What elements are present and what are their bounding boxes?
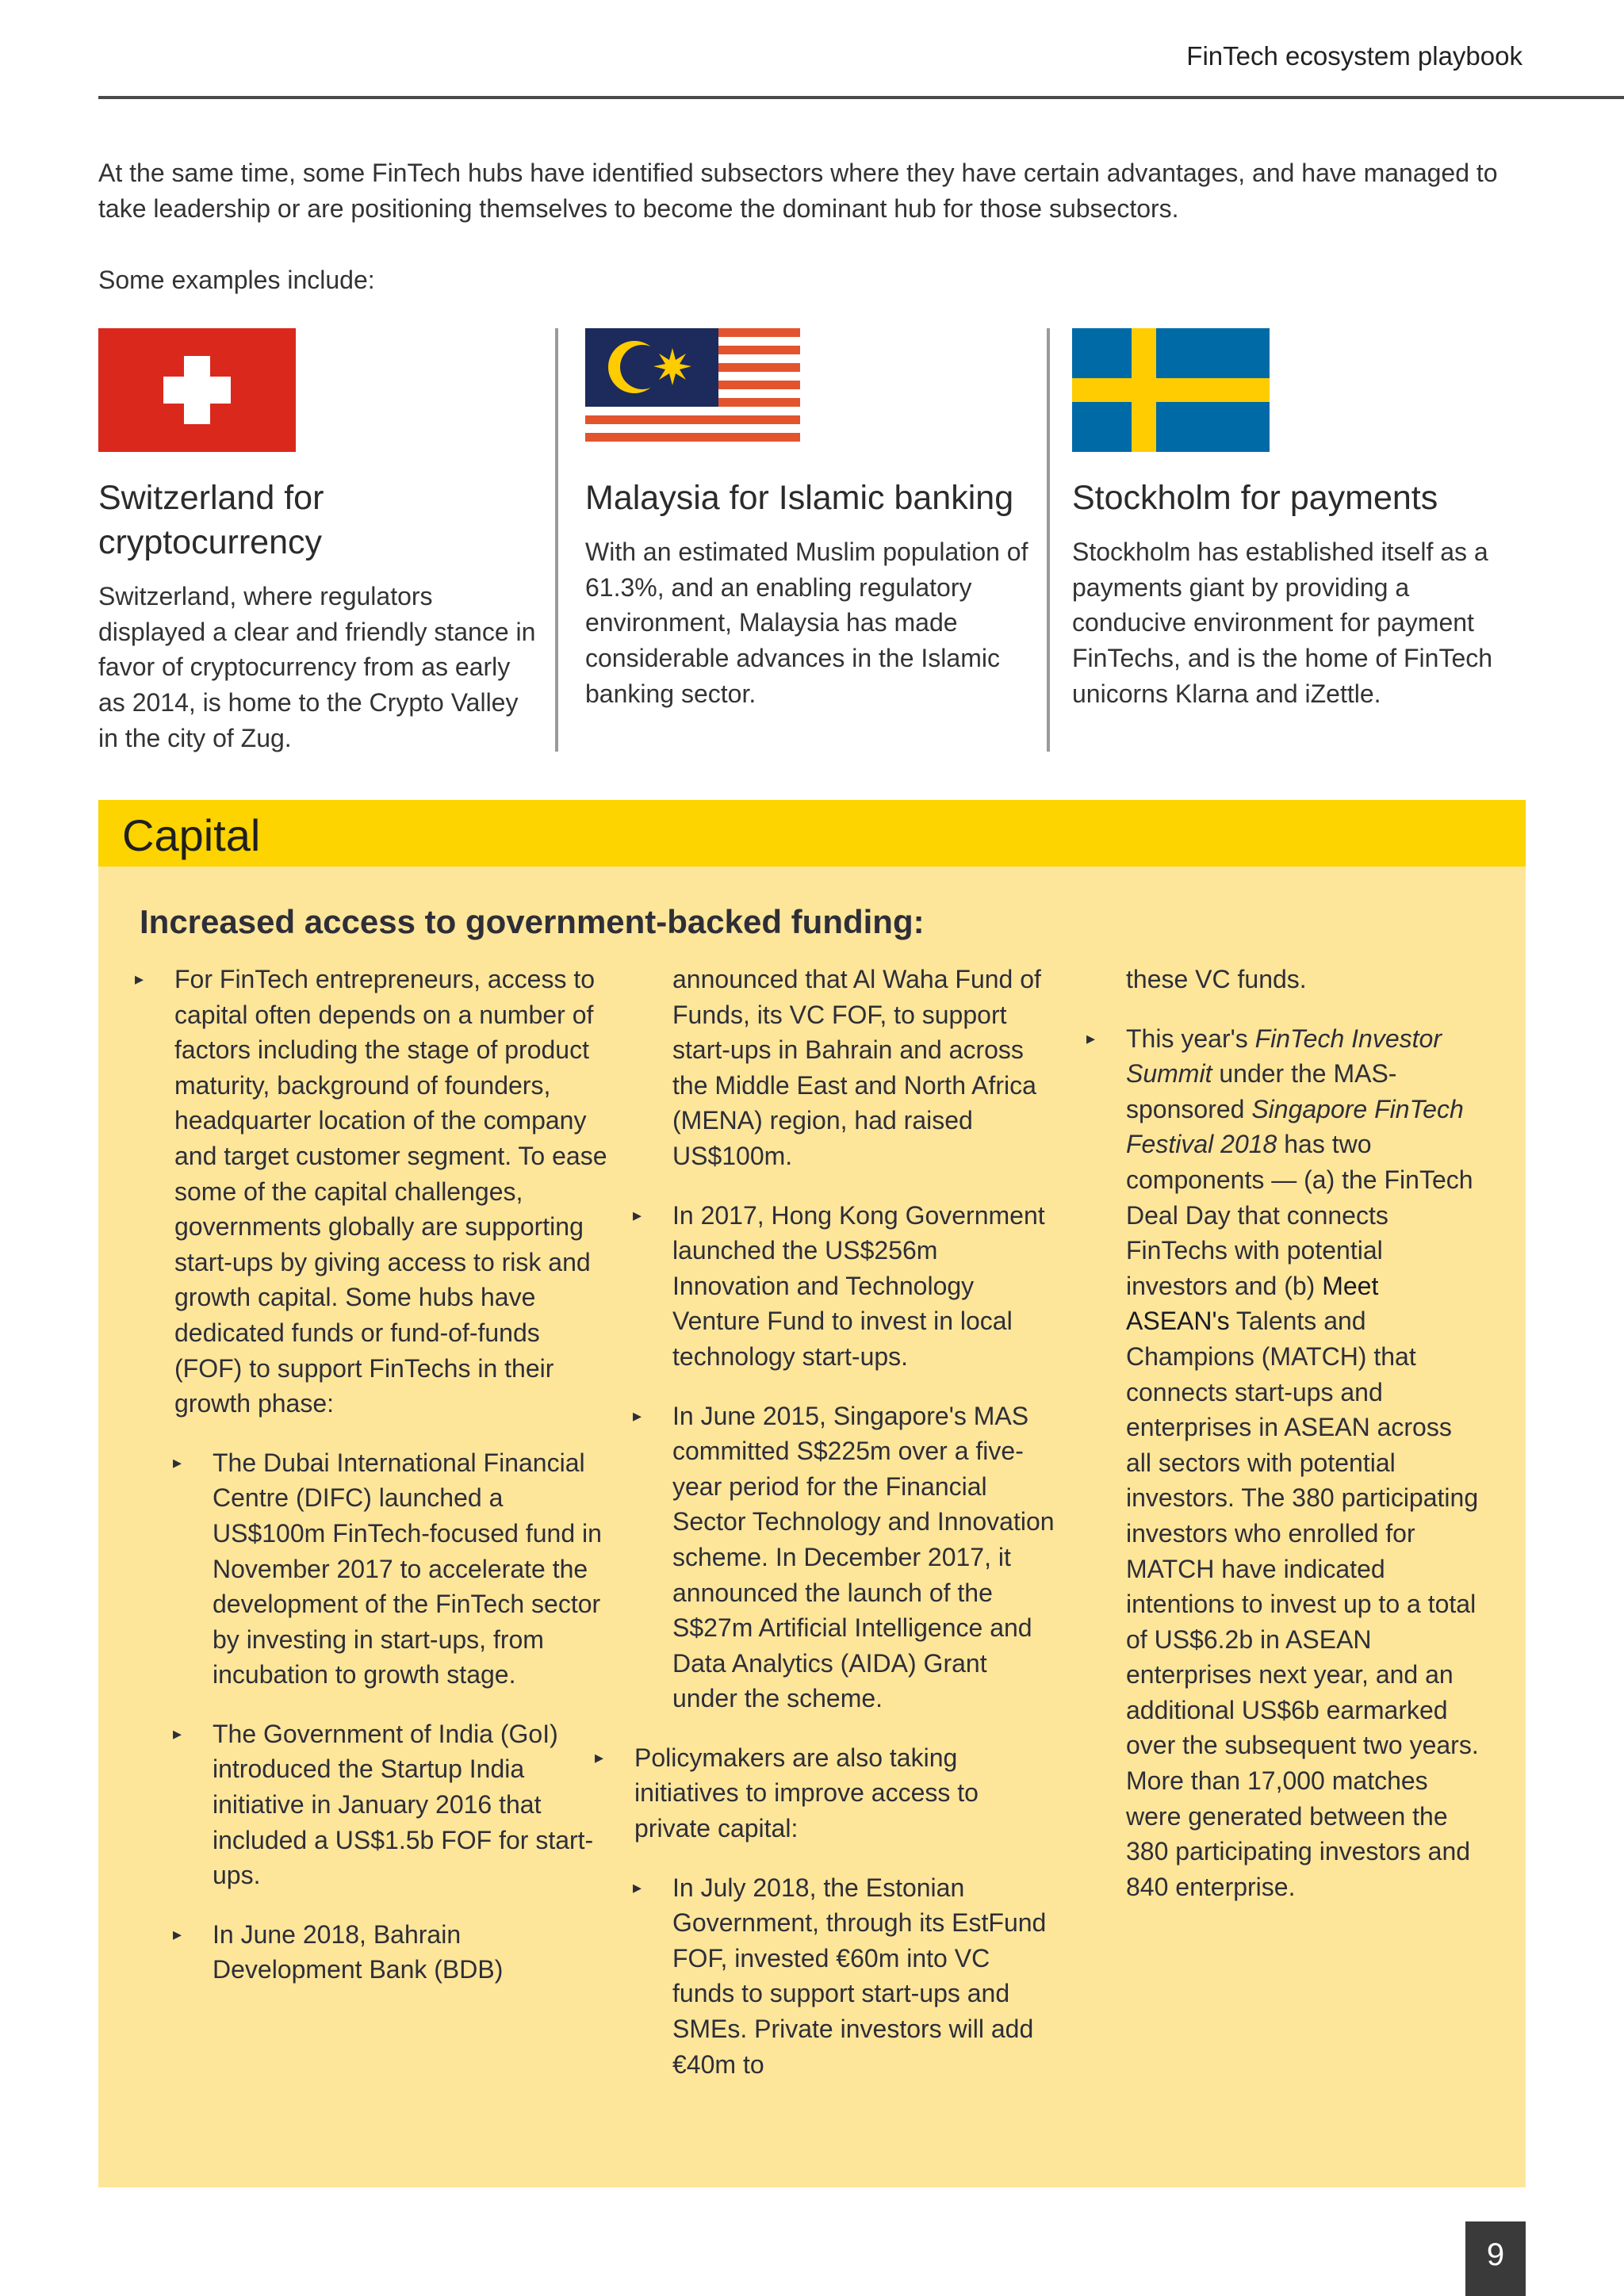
intro-section xyxy=(98,155,1526,298)
capital-heading-bar xyxy=(98,800,1526,867)
capital-column-1 xyxy=(135,962,611,1988)
capital-subheading: Increased access to government-backed funding: xyxy=(140,903,925,940)
sweden-flag-icon xyxy=(1072,328,1270,452)
switzerland-flag-icon xyxy=(98,328,296,452)
page-number: 9 xyxy=(1465,2221,1526,2296)
list-item-text: The Government of India (GoI) introduced the Startup India initiative in January 2016 that included a US$1.5b FOF for start-ups. xyxy=(213,1719,594,1890)
list-item xyxy=(135,962,611,1422)
list-item-continued xyxy=(1086,962,1483,997)
list-item-text: In June 2015, Singapore's MAS committed S$225m over a five-year period for the Financial Sector Technology and Innovation scheme. In December 2017, it announced the launch of the S$27m Artificial Intelligence and Data Analytics (AIDA) Grant under the scheme. xyxy=(672,1401,1055,1713)
example-stockholm xyxy=(1072,328,1516,712)
malaysia-flag-icon xyxy=(585,328,800,452)
example-text: With an estimated Muslim population of 61.3%, and an enabling regulatory environment, Malaysia has made considerable advances in the Islamic banking sector. xyxy=(585,538,1028,708)
bullet-icon: ▸ xyxy=(173,1452,182,1472)
bullet-icon: ▸ xyxy=(595,1747,604,1767)
capital-section xyxy=(98,800,1526,2187)
festival-name: Singapore FinTech Festival 2018 xyxy=(1126,1094,1464,1159)
example-switzerland xyxy=(98,328,542,756)
example-text: Switzerland, where regulators displayed a clear and friendly stance in favor of cryptocurrency from as early as 2014, is home to the Crypto Valley in the city of Zug. xyxy=(98,582,536,752)
summit-text-a: This year's xyxy=(1126,1024,1248,1053)
header-divider xyxy=(98,96,1624,99)
running-header: FinTech ecosystem playbook xyxy=(1186,41,1522,71)
summit-text-e: has two components — (a) the FinTech Deal Day that connects FinTechs with potential investors and (b) xyxy=(1126,1130,1473,1300)
list-item-text: For FinTech entrepreneurs, access to capital often depends on a number of factors including the stage of product maturity, background of founders, headquarter location of the company and target customer segment. To ease some of the capital challenges, governments globally are supporting start-ups by giving access to risk and growth capital. Some hubs have dedicated funds or fund-of-funds (FOF) to support FinTechs in their growth phase: xyxy=(174,965,607,1418)
column-divider xyxy=(555,328,558,752)
summit-text-g: Talents and Champions (MATCH) that connects start-ups and enterprises in ASEAN across all sectors with potential investors. The 380 participating investors who enrolled for MATCH have indicated intentions to invest up to a total of US$6.2b in ASEAN enterprises next year, and an additional US$6b earmarked over the subsequent two years. More than 17,000 matches were generated between the 380 participating investors and 840 enterprise. xyxy=(1126,1307,1479,1901)
list-item xyxy=(633,1198,1055,1375)
bullet-icon: ▸ xyxy=(633,1204,642,1225)
list-item-text: In July 2018, the Estonian Government, through its EstFund FOF, invested €60m into VC funds to support start-ups and SMEs. Private investors will add €40m to xyxy=(672,1873,1047,2079)
intro-paragraph: At the same time, some FinTech hubs have identified subsectors where they have certain advantages, and have managed to take leadership or are positioning themselves to become the dominant hub for those subsectors. xyxy=(98,159,1498,223)
column-divider xyxy=(1047,328,1050,752)
capital-heading: Capital xyxy=(122,810,261,860)
example-title: Malaysia for Islamic banking xyxy=(585,479,1014,517)
list-item xyxy=(1086,1021,1483,1905)
list-item-text: In June 2018, Bahrain Development Bank (BDB) xyxy=(213,1919,504,1984)
examples-label: Some examples include: xyxy=(98,266,375,294)
capital-column-2 xyxy=(595,962,1055,2082)
list-item xyxy=(633,1399,1055,1716)
list-item-continued xyxy=(633,962,1055,1174)
bullet-icon: ▸ xyxy=(173,1723,182,1743)
summit-name: FinTech Investor Summit xyxy=(1126,1024,1442,1089)
bullet-icon: ▸ xyxy=(1086,1027,1096,1048)
list-item-text: In 2017, Hong Kong Government launched the US$256m Innovation and Technology Venture Fund to invest in local technology start-ups. xyxy=(672,1200,1045,1371)
list-item-text: announced that Al Waha Fund of Funds, its VC FOF, to support start-ups in Bahrain and across the Middle East and North Africa (MENA) region, had raised US$100m. xyxy=(672,965,1041,1170)
bullet-icon: ▸ xyxy=(173,1923,182,1944)
list-item xyxy=(595,1740,1055,1846)
bullet-icon: ▸ xyxy=(633,1405,642,1425)
example-text: Stockholm has established itself as a payments giant by providing a conducive environment for payment FinTechs, and is the home of FinTech unicorns Klarna and iZettle. xyxy=(1072,538,1493,708)
list-item-text: these VC funds. xyxy=(1126,965,1307,993)
summit-text-c: under the MAS-sponsored xyxy=(1126,1059,1397,1123)
example-malaysia xyxy=(585,328,1029,712)
list-item xyxy=(633,1870,1055,2083)
list-item xyxy=(173,1445,611,1693)
list-item-text: Policymakers are also taking initiatives to improve access to private capital: xyxy=(634,1743,979,1843)
list-item xyxy=(173,1917,611,1988)
example-title: Stockholm for payments xyxy=(1072,479,1438,517)
bullet-icon: ▸ xyxy=(633,1877,642,1897)
capital-column-3 xyxy=(1086,962,1483,1904)
meet-asean-label: Meet ASEAN's xyxy=(1126,1271,1379,1336)
example-title: Switzerland for cryptocurrency xyxy=(98,479,324,561)
bullet-icon: ▸ xyxy=(135,969,144,989)
list-item-text: The Dubai International Financial Centre (DIFC) launched a US$100m FinTech-focused fund in November 2017 to accelerate the development of the FinTech sector by investing in start-ups, from incubation to growth stage. xyxy=(213,1448,602,1689)
list-item xyxy=(173,1716,611,1893)
